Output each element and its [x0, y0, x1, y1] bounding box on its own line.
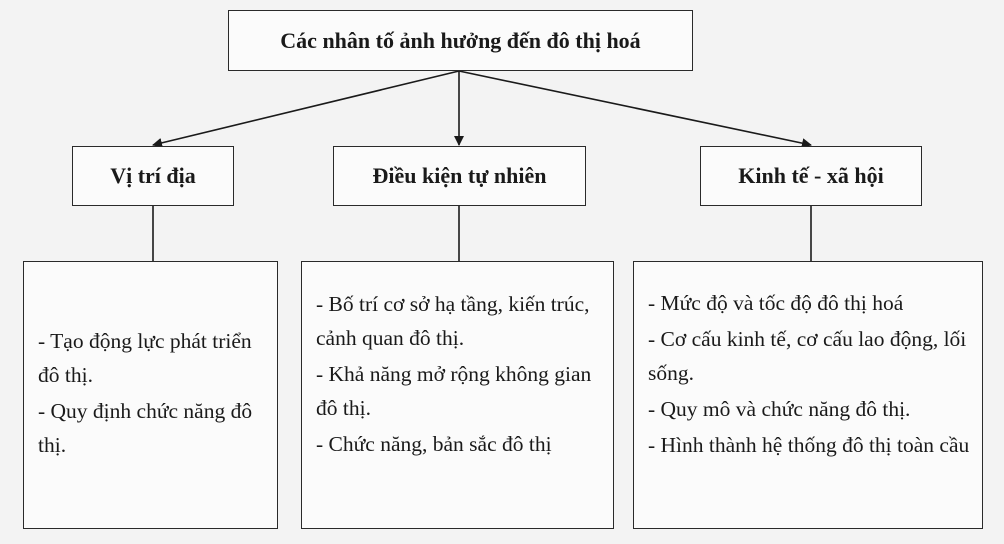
category-dieu-kien-tu-nhien: Điều kiện tự nhiên: [333, 146, 586, 206]
detail-item: - Cơ cấu kinh tế, cơ cấu lao động, lối sống.: [648, 327, 967, 385]
category-vi-tri-dia: Vị trí địa: [72, 146, 234, 206]
detail-item: - Mức độ và tốc độ đô thị hoá: [648, 291, 904, 315]
arrow-to-kinh-te-xa-hoi: [459, 71, 811, 145]
detail-item: - Hình thành hệ thống đô thị toàn cầu: [648, 433, 970, 457]
detail-item: - Khả năng mở rộng không gian đô thị.: [316, 362, 592, 420]
detail-box-kinh-te-xa-hoi: [633, 261, 983, 529]
category-kinh-te-xa-hoi: Kinh tế - xã hội: [700, 146, 922, 206]
detail-item: - Chức năng, bản sắc đô thị: [316, 432, 552, 456]
detail-item: - Quy mô và chức năng đô thị.: [648, 397, 911, 421]
detail-item: - Quy định chức năng đô thị.: [38, 399, 253, 457]
detail-box-vi-tri-dia: [23, 261, 278, 529]
detail-item: - Bố trí cơ sở hạ tầng, kiến trúc, cảnh quan đô thị.: [316, 292, 590, 350]
diagram-title: Các nhân tố ảnh hưởng đến đô thị hoá: [228, 10, 693, 71]
arrow-to-vi-tri-dia: [153, 71, 459, 145]
detail-box-dieu-kien-tu-nhien: [301, 261, 614, 529]
detail-item: - Tạo động lực phát triển đô thị.: [38, 329, 252, 387]
